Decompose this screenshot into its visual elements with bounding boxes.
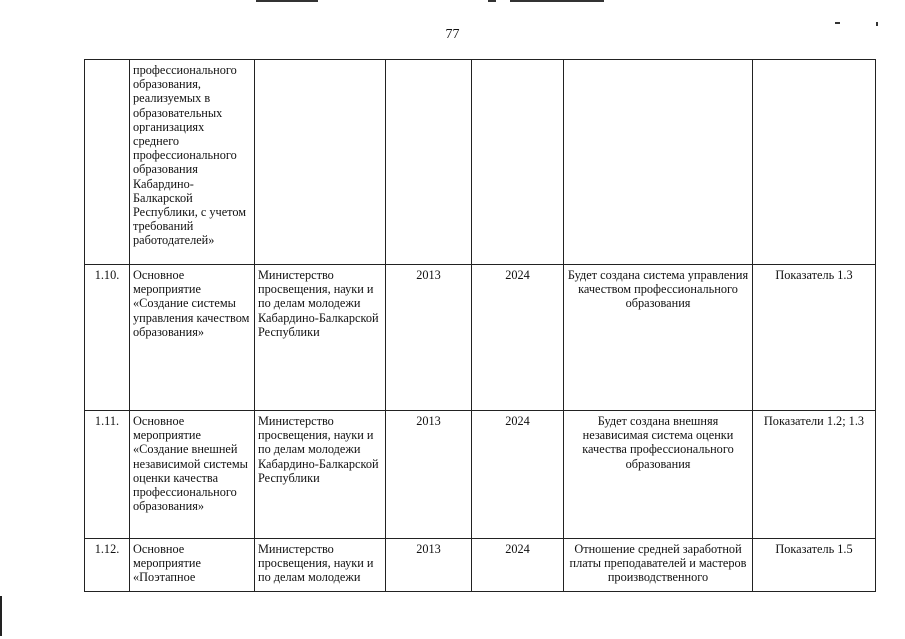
table-row xyxy=(85,60,876,265)
start-year xyxy=(386,60,472,265)
scan-artifact-bar xyxy=(0,596,2,636)
indicator xyxy=(753,60,876,265)
indicator xyxy=(753,539,876,592)
row-number: 1.11. xyxy=(85,411,130,539)
table-row xyxy=(85,411,876,539)
table-row xyxy=(85,539,876,592)
executor xyxy=(255,539,386,592)
end-year xyxy=(472,60,564,265)
end-year: 2024 xyxy=(472,411,564,539)
end-year xyxy=(472,539,564,592)
scan-artifact-line xyxy=(488,0,496,2)
start-year xyxy=(386,539,472,592)
end-year: 2024 xyxy=(472,265,564,411)
activity-name: профессионального образования, реализуемых в образовательных организациях среднего профессионального образования Кабардино-Балкарской Республики, с учетом требований работодателей» xyxy=(130,60,255,265)
start-year-text: 2013 xyxy=(416,542,441,556)
activity-name xyxy=(130,539,255,592)
table-row xyxy=(85,265,876,411)
expected-result xyxy=(564,539,753,592)
row-number: 1.10. xyxy=(85,265,130,411)
end-year-text: 2024 xyxy=(505,542,530,556)
activity-name: Основное мероприятие «Создание системы управления качеством образования» xyxy=(130,265,255,411)
expected-result: Будет создана система управления качеством профессионального образования xyxy=(564,265,753,411)
row-number-text: 1.12. xyxy=(94,542,120,556)
executor xyxy=(255,60,386,265)
expected-result xyxy=(564,60,753,265)
scan-artifact-line xyxy=(510,0,604,2)
scan-artifact-speck xyxy=(835,22,840,24)
indicator: Показатели 1.2; 1.3 xyxy=(753,411,876,539)
activity-name-text: Основное мероприятие «Поэтапное xyxy=(133,542,201,585)
indicator-text: Показатель 1.5 xyxy=(775,542,853,556)
row-number xyxy=(85,539,130,592)
activities-table xyxy=(84,59,876,592)
executor: Министерство просвещения, науки и по делам молодежи Кабардино-Балкарской Республики xyxy=(255,265,386,411)
row-number xyxy=(85,60,130,265)
expected-result-text: Отношение средней заработной платы преподавателей и мастеров производственного xyxy=(569,542,747,585)
executor-text: Министерство просвещения, науки и по делам молодежи xyxy=(258,542,374,585)
page-number: 77 xyxy=(445,27,460,42)
executor: Министерство просвещения, науки и по делам молодежи Кабардино-Балкарской Республики xyxy=(255,411,386,539)
start-year: 2013 xyxy=(386,265,472,411)
indicator: Показатель 1.3 xyxy=(753,265,876,411)
activity-name: Основное мероприятие «Создание внешней независимой системы оценки качества профессионального образования» xyxy=(130,411,255,539)
start-year: 2013 xyxy=(386,411,472,539)
scan-artifact-line xyxy=(256,0,318,2)
scan-artifact-speck xyxy=(876,22,878,26)
expected-result: Будет создана внешняя независимая система оценки качества профессионального образования xyxy=(564,411,753,539)
